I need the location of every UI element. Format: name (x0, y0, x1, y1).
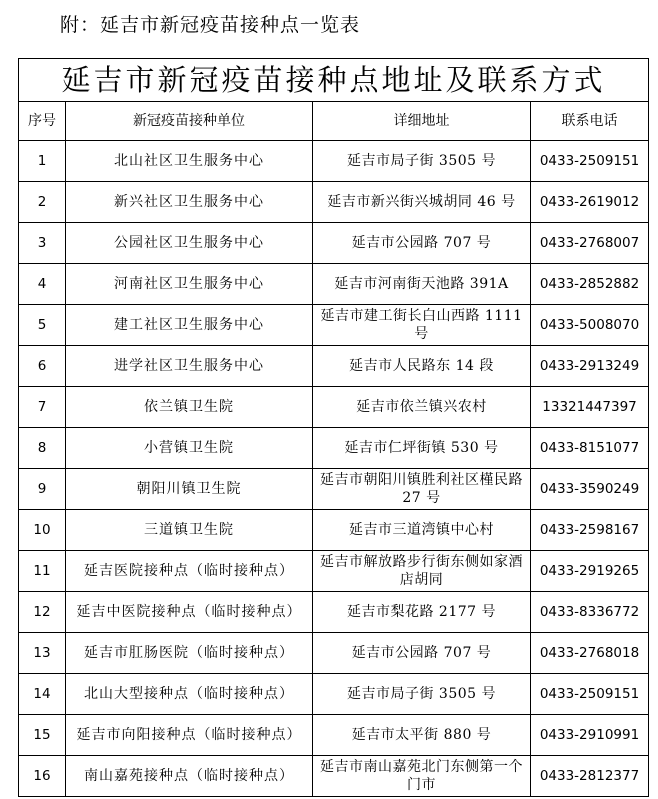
row-address: 延吉市解放路步行街东侧如家酒店胡同 (313, 551, 531, 592)
row-index: 12 (19, 592, 66, 633)
row-phone: 0433-5008070 (531, 305, 649, 346)
row-phone: 0433-2509151 (531, 674, 649, 715)
row-address: 延吉市河南街天池路 391A (313, 264, 531, 305)
row-address: 延吉市公园路 707 号 (313, 633, 531, 674)
row-address: 延吉市仁坪街镇 530 号 (313, 428, 531, 469)
row-unit: 建工社区卫生服务中心 (66, 305, 313, 346)
row-unit: 依兰镇卫生院 (66, 387, 313, 428)
row-address: 延吉市朝阳川镇胜利社区槿民路 27 号 (313, 469, 531, 510)
row-unit: 南山嘉苑接种点（临时接种点） (66, 756, 313, 797)
table-row (19, 223, 649, 264)
row-unit: 北山社区卫生服务中心 (66, 141, 313, 182)
table-row (19, 633, 649, 674)
row-phone: 0433-2852882 (531, 264, 649, 305)
row-index: 10 (19, 510, 66, 551)
row-phone: 0433-2919265 (531, 551, 649, 592)
row-address: 延吉市依兰镇兴农村 (313, 387, 531, 428)
row-phone: 13321447397 (531, 387, 649, 428)
row-index: 9 (19, 469, 66, 510)
row-unit: 朝阳川镇卫生院 (66, 469, 313, 510)
row-phone: 0433-2768007 (531, 223, 649, 264)
row-phone: 0433-2509151 (531, 141, 649, 182)
row-phone: 0433-2619012 (531, 182, 649, 223)
row-address: 延吉市南山嘉苑北门东侧第一个门市 (313, 756, 531, 797)
row-address: 延吉市人民路东 14 段 (313, 346, 531, 387)
title-row (19, 59, 649, 102)
row-address: 延吉市新兴街兴城胡同 46 号 (313, 182, 531, 223)
row-phone: 0433-2812377 (531, 756, 649, 797)
row-unit: 三道镇卫生院 (66, 510, 313, 551)
table-title: 延吉市新冠疫苗接种点地址及联系方式 (19, 59, 649, 102)
row-phone: 0433-2910991 (531, 715, 649, 756)
header-phone: 联系电话 (531, 102, 649, 141)
table-row (19, 715, 649, 756)
row-index: 5 (19, 305, 66, 346)
header-index: 序号 (19, 102, 66, 141)
table-body (19, 59, 649, 797)
row-index: 1 (19, 141, 66, 182)
row-address: 延吉市梨花路 2177 号 (313, 592, 531, 633)
row-index: 11 (19, 551, 66, 592)
table-row (19, 469, 649, 510)
row-index: 13 (19, 633, 66, 674)
row-index: 2 (19, 182, 66, 223)
header-row (19, 102, 649, 141)
vaccination-sites-table (18, 58, 649, 797)
table-row (19, 182, 649, 223)
row-index: 3 (19, 223, 66, 264)
row-index: 4 (19, 264, 66, 305)
table-row (19, 305, 649, 346)
row-unit: 延吉市肛肠医院（临时接种点） (66, 633, 313, 674)
row-phone: 0433-2913249 (531, 346, 649, 387)
row-index: 7 (19, 387, 66, 428)
row-unit: 延吉医院接种点（临时接种点） (66, 551, 313, 592)
row-address: 延吉市局子街 3505 号 (313, 674, 531, 715)
row-unit: 河南社区卫生服务中心 (66, 264, 313, 305)
row-address: 延吉市三道湾镇中心村 (313, 510, 531, 551)
header-unit: 新冠疫苗接种单位 (66, 102, 313, 141)
row-unit: 新兴社区卫生服务中心 (66, 182, 313, 223)
row-index: 6 (19, 346, 66, 387)
row-unit: 北山大型接种点（临时接种点） (66, 674, 313, 715)
table-row (19, 756, 649, 797)
row-unit: 公园社区卫生服务中心 (66, 223, 313, 264)
table-row (19, 141, 649, 182)
row-index: 14 (19, 674, 66, 715)
row-unit: 小营镇卫生院 (66, 428, 313, 469)
row-address: 延吉市局子街 3505 号 (313, 141, 531, 182)
row-index: 16 (19, 756, 66, 797)
table-row (19, 551, 649, 592)
table-row (19, 510, 649, 551)
row-phone: 0433-8151077 (531, 428, 649, 469)
document-heading: 附：延吉市新冠疫苗接种点一览表 (60, 14, 361, 36)
row-index: 8 (19, 428, 66, 469)
row-phone: 0433-2598167 (531, 510, 649, 551)
table-row (19, 264, 649, 305)
row-unit: 延吉中医院接种点（临时接种点） (66, 592, 313, 633)
row-index: 15 (19, 715, 66, 756)
row-unit: 延吉市向阳接种点（临时接种点） (66, 715, 313, 756)
table-row (19, 592, 649, 633)
row-address: 延吉市建工街长白山西路 1111 号 (313, 305, 531, 346)
row-phone: 0433-8336772 (531, 592, 649, 633)
table-row (19, 428, 649, 469)
row-address: 延吉市太平街 880 号 (313, 715, 531, 756)
row-unit: 进学社区卫生服务中心 (66, 346, 313, 387)
row-phone: 0433-3590249 (531, 469, 649, 510)
row-phone: 0433-2768018 (531, 633, 649, 674)
table-row (19, 387, 649, 428)
table-row (19, 674, 649, 715)
header-address: 详细地址 (313, 102, 531, 141)
row-address: 延吉市公园路 707 号 (313, 223, 531, 264)
table-row (19, 346, 649, 387)
